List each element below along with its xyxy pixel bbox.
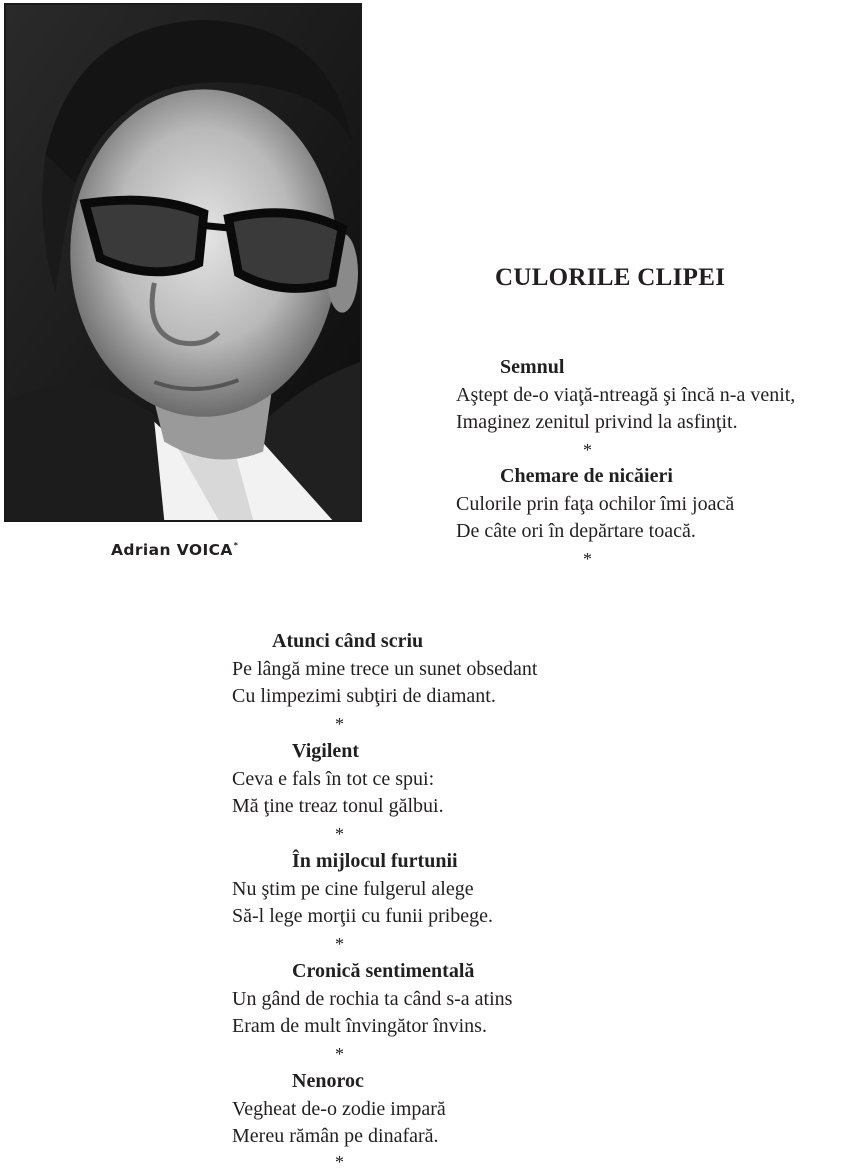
separator-asterisk: * (335, 823, 344, 844)
poem-line: Pe lângă mine trece un sunet obsedant (232, 657, 538, 680)
poem-line: Ceva e fals în tot ce spui: (232, 767, 435, 790)
poem-semnul (456, 354, 795, 464)
poem-line: Mereu rămân pe dinafară. (232, 1125, 439, 1147)
poem-line: Imaginez zenitul privind la asfinţit. (456, 411, 738, 433)
poem-line: Un gând de rochia ta când s-a atins (232, 987, 513, 1010)
poem-heading: Vigilent (292, 740, 360, 762)
poem-line: Vegheat de-o zodie impară (232, 1097, 446, 1120)
poem-heading: Chemare de nicăieri (500, 465, 673, 487)
poem-line: Eram de mult învingător învins. (232, 1015, 487, 1037)
separator-asterisk: * (335, 933, 344, 954)
poem-line: Mă ţine treaz tonul gălbui. (232, 795, 444, 817)
author-name: Adrian VOICA (111, 541, 233, 559)
separator-asterisk: * (583, 548, 592, 569)
author-portrait (4, 3, 362, 522)
poem-cronica-sentimentala (232, 958, 512, 1068)
poem-heading: Atunci când scriu (272, 630, 424, 652)
poem-line: Cu limpezimi subţiri de diamant. (232, 685, 496, 707)
poem-heading: Nenoroc (292, 1070, 364, 1092)
poem-chemare-de-nicaieri (456, 463, 734, 573)
poem-heading: Semnul (500, 356, 565, 378)
footnote-mark: * (233, 541, 239, 550)
poem-in-mijlocul-furtunii (232, 848, 493, 958)
separator-asterisk: * (335, 713, 344, 734)
poem-atunci-cand-scriu (232, 628, 537, 738)
separator-asterisk: * (335, 1151, 344, 1172)
poem-line: Nu ştim pe cine fulgerul alege (232, 877, 474, 900)
author-caption (111, 541, 238, 559)
poem-nenoroc (232, 1068, 446, 1173)
poem-heading: Cronică sentimentală (292, 960, 475, 982)
separator-asterisk: * (583, 439, 592, 460)
poem-heading: În mijlocul furtunii (292, 850, 458, 872)
poem-line: Aştept de-o viaţă-ntreagă şi încă n-a venit, (456, 383, 796, 406)
poem-vigilent (232, 738, 444, 848)
poem-line: Să-l lege morţii cu funii pribege. (232, 905, 494, 927)
page-title: CULORILE CLIPEI (495, 264, 726, 291)
poem-line: De câte ori în depărtare toacă. (456, 520, 696, 542)
separator-asterisk: * (335, 1043, 344, 1064)
poem-line: Culorile prin faţa ochilor îmi joacă (456, 492, 735, 515)
